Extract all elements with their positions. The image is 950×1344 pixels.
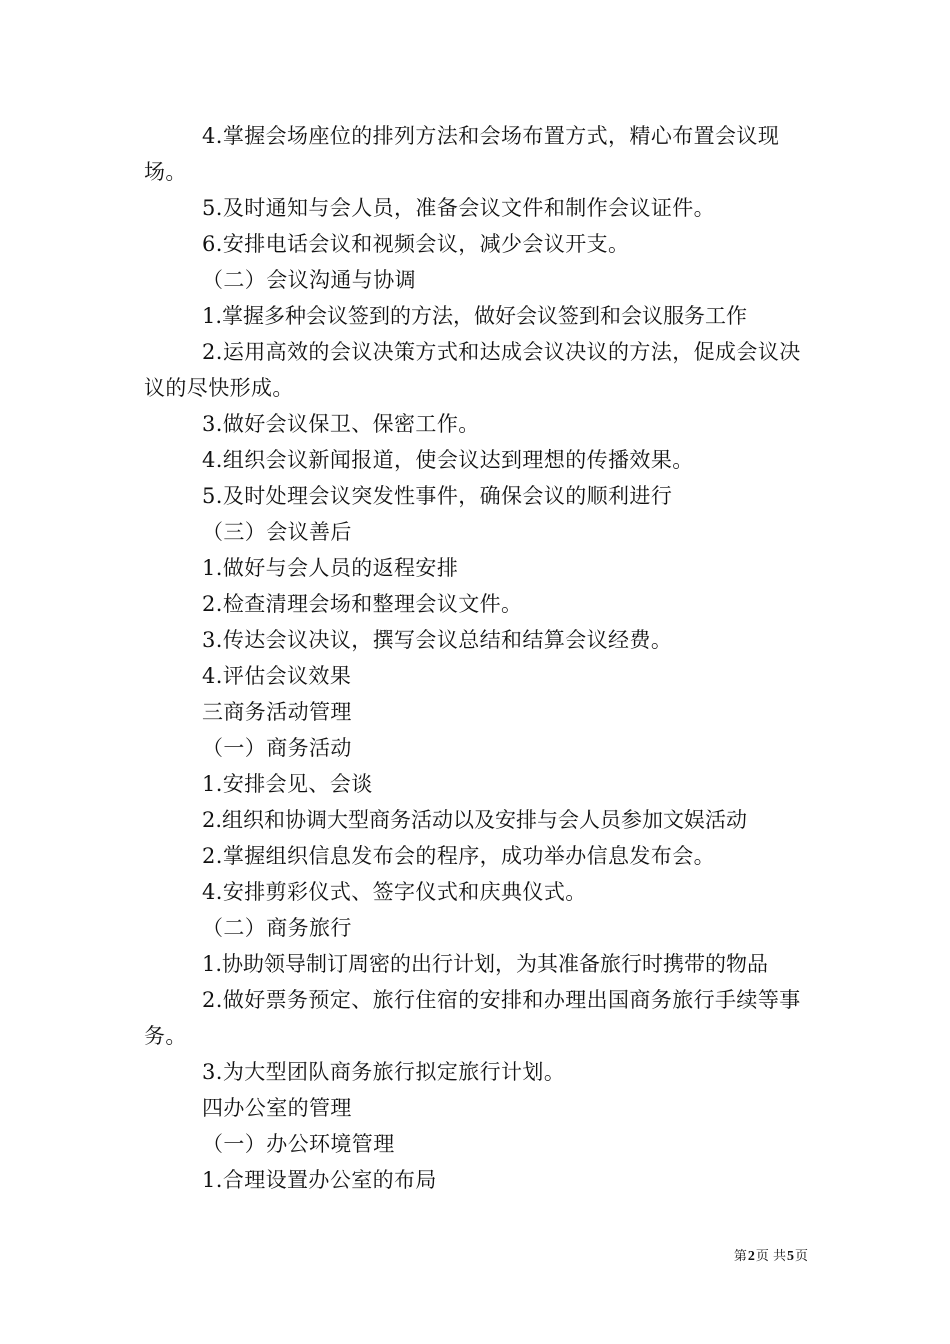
paragraph: 2.组织和协调大型商务活动以及安排与会人员参加文娱活动 <box>202 808 748 832</box>
paragraph: 5.及时处理会议突发性事件，确保会议的顺利进行 <box>202 484 673 508</box>
current-page-number: 2 <box>747 1249 755 1264</box>
paragraph: 1.合理设置办公室的布局 <box>202 1168 437 1192</box>
paragraph: 1.掌握多种会议签到的方法，做好会议签到和会议服务工作 <box>202 304 748 328</box>
paragraph: 4.评估会议效果 <box>202 664 352 688</box>
footer-suffix: 页 <box>794 1249 808 1264</box>
footer-prefix: 第 <box>733 1249 747 1264</box>
paragraph: 2.运用高效的会议决策方式和达成会议决议的方法，促成会议决议的尽快形成。 <box>144 340 801 400</box>
total-pages-number: 5 <box>786 1249 794 1264</box>
section-heading: （二）会议沟通与协调 <box>202 268 416 292</box>
paragraph: 4.掌握会场座位的排列方法和会场布置方式，精心布置会议现场。 <box>144 124 780 184</box>
paragraph: 1.协助领导制订周密的出行计划，为其准备旅行时携带的物品 <box>202 952 769 976</box>
paragraph: 3.做好会议保卫、保密工作。 <box>202 412 480 436</box>
paragraph: 1.做好与会人员的返程安排 <box>202 556 459 580</box>
section-heading: （一）办公环境管理 <box>202 1132 395 1156</box>
paragraph: 5.及时通知与会人员，准备会议文件和制作会议证件。 <box>202 196 716 220</box>
section-heading: （二）商务旅行 <box>202 916 352 940</box>
chapter-heading: 三商务活动管理 <box>202 700 352 724</box>
paragraph: 2.掌握组织信息发布会的程序，成功举办信息发布会。 <box>202 844 716 868</box>
paragraph: 2.检查清理会场和整理会议文件。 <box>202 592 523 616</box>
footer-middle: 页 共 <box>755 1249 786 1264</box>
paragraph: 1.安排会见、会谈 <box>202 772 373 796</box>
page-footer <box>734 1248 808 1266</box>
section-heading: （一）商务活动 <box>202 736 352 760</box>
paragraph: 2.做好票务预定、旅行住宿的安排和办理出国商务旅行手续等事务。 <box>144 988 801 1048</box>
paragraph: 3.为大型团队商务旅行拟定旅行计划。 <box>202 1060 566 1084</box>
paragraph: 3.传达会议决议，撰写会议总结和结算会议经费。 <box>202 628 673 652</box>
chapter-heading: 四办公室的管理 <box>202 1096 352 1120</box>
section-heading: （三）会议善后 <box>202 520 352 544</box>
paragraph: 4.组织会议新闻报道，使会议达到理想的传播效果。 <box>202 448 694 472</box>
paragraph: 4.安排剪彩仪式、签字仪式和庆典仪式。 <box>202 880 587 904</box>
document-body <box>144 118 809 1198</box>
paragraph: 6.安排电话会议和视频会议，减少会议开支。 <box>202 232 630 256</box>
